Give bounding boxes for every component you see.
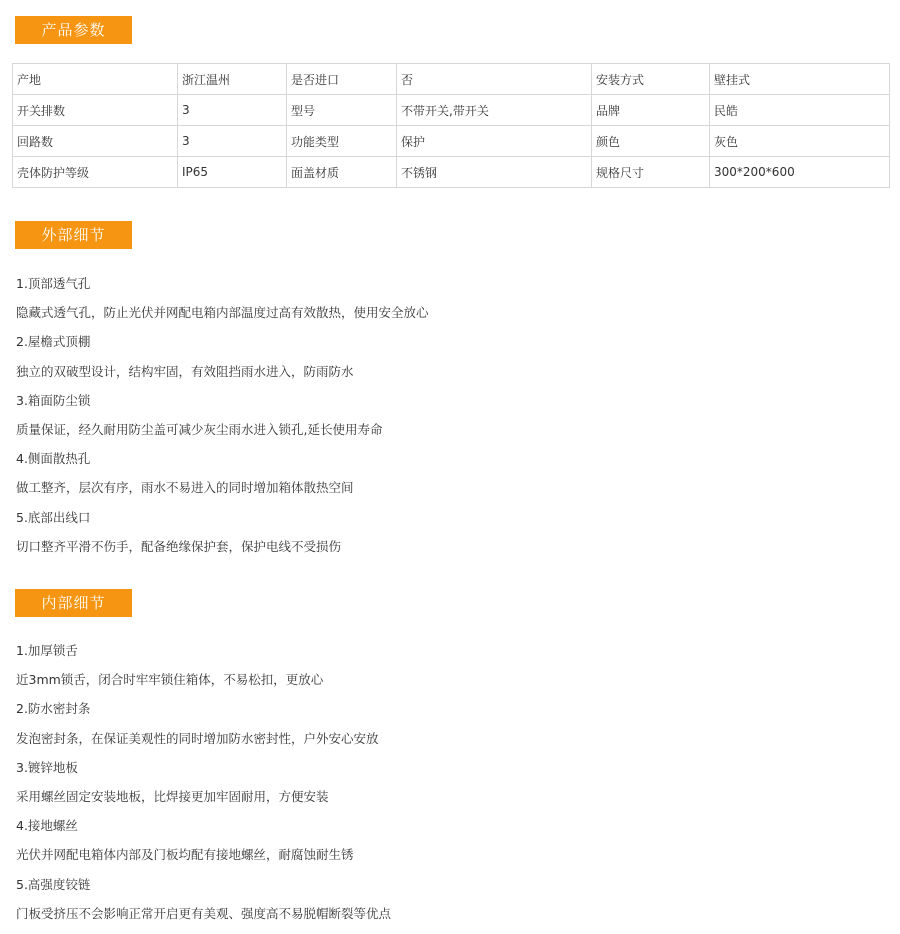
param-label: 品牌: [592, 95, 710, 126]
list-item: 近3mm锁舌，闭合时牢牢锁住箱体，不易松扣，更放心: [16, 672, 324, 688]
external-details-heading: 外部细节: [15, 221, 132, 249]
list-item: 切口整齐平滑不伤手，配备绝缘保护套，保护电线不受损伤: [16, 538, 342, 554]
param-value: 否: [397, 64, 592, 95]
list-item: 做工整齐，层次有序，雨水不易进入的同时增加箱体散热空间: [16, 480, 354, 496]
param-label: 壳体防护等级: [13, 157, 178, 188]
table-row: [13, 126, 890, 157]
param-value: 不锈钢: [397, 157, 592, 188]
list-item: 5.底部出线口: [16, 509, 91, 525]
list-item: 门板受挤压不会影响正常开启更有美观、强度高不易脱帽断裂等优点: [16, 905, 392, 921]
list-item: 3.镀锌地板: [16, 759, 78, 775]
param-label: 是否进口: [287, 64, 397, 95]
param-label: 面盖材质: [287, 157, 397, 188]
param-value: 3: [178, 95, 287, 126]
list-item: 1.顶部透气孔: [16, 276, 91, 291]
params-heading: 产品参数: [15, 16, 132, 44]
list-item: 4.侧面散热孔: [16, 451, 91, 467]
list-item: 2.防水密封条: [16, 701, 91, 717]
list-item: 5.高强度铰链: [16, 876, 91, 892]
list-item: 采用螺丝固定安装地板，比焊接更加牢固耐用，方便安装: [16, 788, 329, 804]
internal-details-heading: 内部细节: [15, 589, 132, 617]
param-value: 壁挂式: [710, 64, 890, 95]
external-details-list: [16, 269, 429, 561]
table-row: [13, 157, 890, 188]
table-row: [13, 95, 890, 126]
list-item: 隐藏式透气孔，防止光伏并网配电箱内部温度过高有效散热，使用安全放心: [16, 305, 429, 321]
internal-details-list: [16, 636, 391, 928]
param-value: 灰色: [710, 126, 890, 157]
param-value: 浙江温州: [178, 64, 287, 95]
param-label: 产地: [13, 64, 178, 95]
param-value: 不带开关,带开关: [397, 95, 592, 126]
param-value: IP65: [178, 157, 287, 188]
param-label: 开关排数: [13, 95, 178, 126]
list-item: 光伏并网配电箱体内部及门板均配有接地螺丝，耐腐蚀耐生锈: [16, 847, 354, 863]
list-item: 3.箱面防尘锁: [16, 392, 91, 408]
param-label: 颜色: [592, 126, 710, 157]
list-item: 发泡密封条，在保证美观性的同时增加防水密封性，户外安心安放: [16, 730, 379, 746]
param-value: 民皓: [710, 95, 890, 126]
param-value: 300*200*600: [710, 157, 890, 188]
table-row: [13, 64, 890, 95]
params-table: [12, 63, 890, 188]
list-item: 质量保证，经久耐用防尘盖可减少灰尘雨水进入锁孔,延长使用寿命: [16, 421, 383, 437]
param-label: 功能类型: [287, 126, 397, 157]
list-item: 独立的双破型设计，结构牢固，有效阻挡雨水进入，防雨防水: [16, 363, 354, 379]
list-item: 2.屋檐式顶棚: [16, 334, 91, 350]
list-item: 4.接地螺丝: [16, 818, 78, 834]
param-label: 回路数: [13, 126, 178, 157]
param-value: 保护: [397, 126, 592, 157]
list-item: 1.加厚锁舌: [16, 643, 78, 658]
param-label: 规格尺寸: [592, 157, 710, 188]
param-label: 安装方式: [592, 64, 710, 95]
param-value: 3: [178, 126, 287, 157]
param-label: 型号: [287, 95, 397, 126]
